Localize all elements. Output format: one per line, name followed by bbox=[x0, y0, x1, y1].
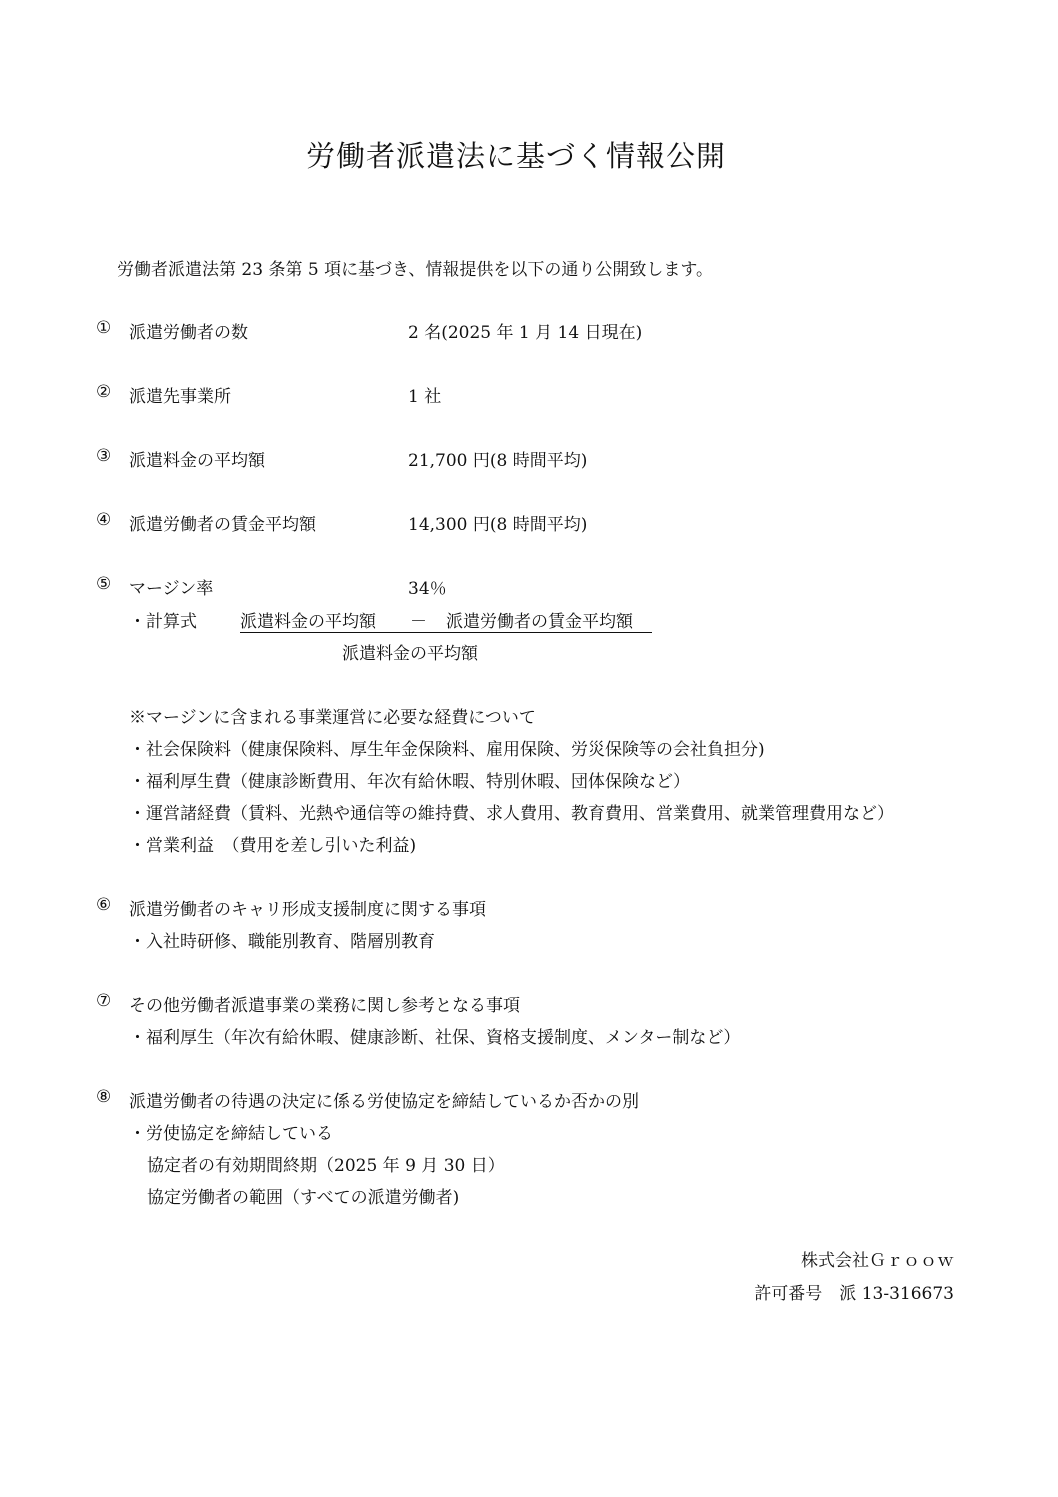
margin-note-heading: ※マージンに含まれる事業運営に必要な経費について bbox=[129, 708, 536, 728]
license-number: 許可番号 派 13-316673 bbox=[754, 1284, 954, 1304]
margin-note-line: ・社会保険料（健康保険料、厚生年金保険料、雇用保険、労災保険等の会社負担分) bbox=[129, 740, 765, 760]
item-number: ① bbox=[96, 318, 112, 338]
fraction-line bbox=[240, 632, 652, 633]
item-value: 2 名(2025 年 1 月 14 日現在) bbox=[408, 323, 643, 343]
section-line: 協定労働者の範囲（すべての派遣労働者) bbox=[147, 1188, 460, 1208]
section-line: ・労使協定を締結している bbox=[129, 1124, 333, 1144]
item-number: ⑦ bbox=[96, 991, 112, 1011]
item-value: 1 社 bbox=[408, 387, 442, 407]
formula-numerator-b: 派遣労働者の賃金平均額 bbox=[446, 612, 633, 632]
item-number: ⑧ bbox=[96, 1087, 112, 1107]
item-label: 派遣先事業所 bbox=[129, 387, 231, 407]
item-label: 派遣労働者の数 bbox=[129, 323, 248, 343]
item-value: 14,300 円(8 時間平均) bbox=[408, 515, 588, 535]
section-heading: その他労働者派遣事業の業務に関し参考となる事項 bbox=[129, 996, 520, 1016]
formula-label: ・計算式 bbox=[129, 612, 197, 632]
item-label: 派遣料金の平均額 bbox=[129, 451, 265, 471]
item-value: 21,700 円(8 時間平均) bbox=[408, 451, 588, 471]
item-number: ② bbox=[96, 382, 112, 402]
section-line: ・入社時研修、職能別教育、階層別教育 bbox=[129, 932, 435, 952]
margin-note-line: ・営業利益 （費用を差し引いた利益) bbox=[129, 836, 417, 856]
section-heading: 派遣労働者のキャリ形成支援制度に関する事項 bbox=[129, 900, 486, 920]
formula-minus: － bbox=[410, 612, 427, 632]
page-title: 労働者派遣法に基づく情報公開 bbox=[306, 139, 727, 173]
company-name: 株式会社Ｇｒｏｏｗ bbox=[801, 1251, 954, 1271]
section-line: 協定者の有効期間終期（2025 年 9 月 30 日） bbox=[147, 1156, 505, 1176]
intro-text: 労働者派遣法第 23 条第 5 項に基づき、情報提供を以下の通り公開致します。 bbox=[117, 260, 714, 280]
margin-note-line: ・福利厚生費（健康診断費用、年次有給休暇、特別休暇、団体保険など） bbox=[129, 772, 690, 792]
section-heading: 派遣労働者の待遇の決定に係る労使協定を締結しているか否かの別 bbox=[129, 1092, 639, 1112]
item-number: ⑤ bbox=[96, 574, 112, 594]
item-label: 派遣労働者の賃金平均額 bbox=[129, 515, 316, 535]
formula-denominator: 派遣料金の平均額 bbox=[342, 644, 478, 664]
item-number: ③ bbox=[96, 446, 112, 466]
item-value: 34％ bbox=[408, 579, 447, 599]
item-label: マージン率 bbox=[129, 579, 214, 599]
margin-note-line: ・運営諸経費（賃料、光熱や通信等の維持費、求人費用、教育費用、営業費用、就業管理費用など） bbox=[129, 804, 894, 824]
item-number: ⑥ bbox=[96, 895, 112, 915]
formula-numerator-a: 派遣料金の平均額 bbox=[240, 612, 376, 632]
section-line: ・福利厚生（年次有給休暇、健康診断、社保、資格支援制度、メンター制など） bbox=[129, 1028, 741, 1048]
item-number: ④ bbox=[96, 510, 112, 530]
